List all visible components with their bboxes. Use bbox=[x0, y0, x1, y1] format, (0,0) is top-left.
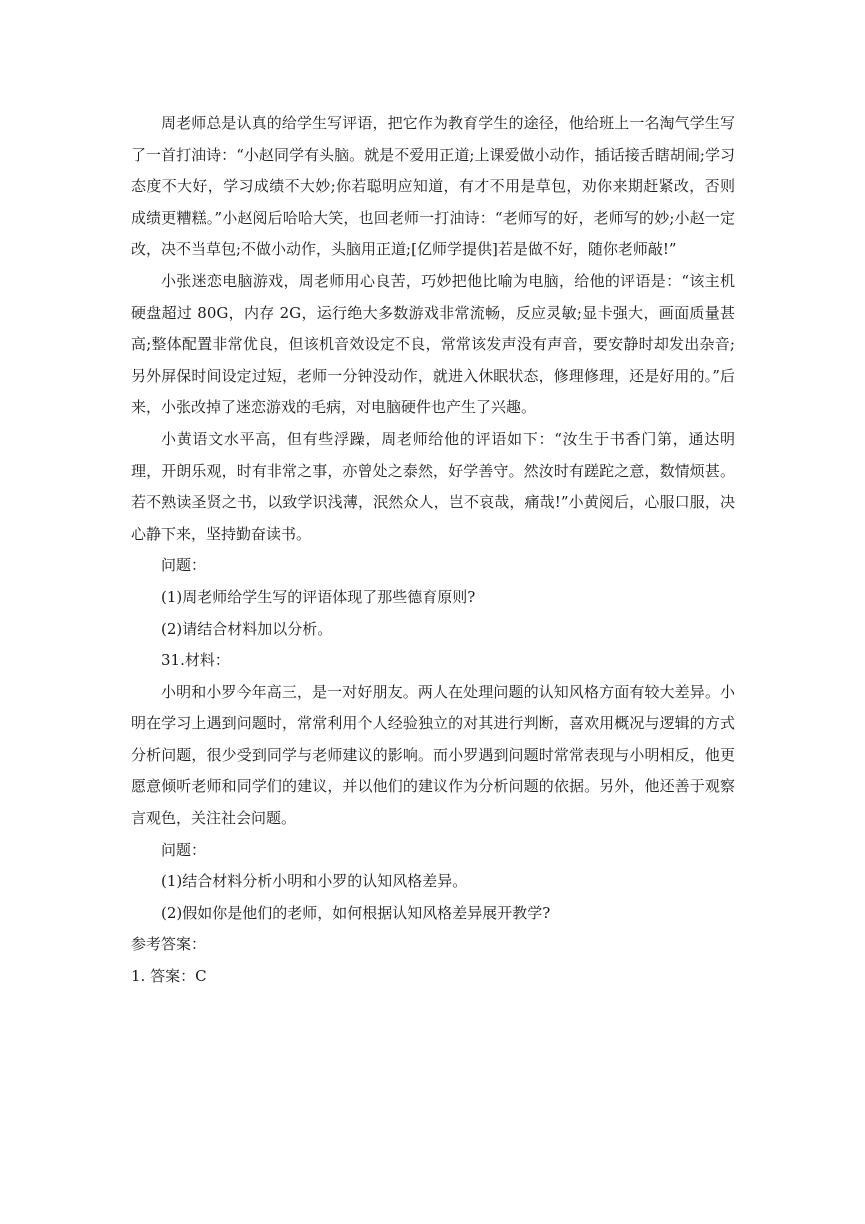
paragraph-teacher-zhou-poem: 周老师总是认真的给学生写评语，把它作为教育学生的途径，他给班上一名淘气学生写了一首打油诗：“小赵同学有头脑。就是不爱用正道;上课爱做小动作，插话接舌瞎胡闹;学习态度不大好，学习成绩不大妙;你若聪明应知道，有才不用是草包，劝你来期赶紧改，否则成绩更糟糕。”小赵阅后哈哈大笑，也回老师一打油诗：“老师写的好，老师写的妙;小赵一定改，决不当草包;不做小动作，头脑用正道;[亿师学提供]若是做不好，随你老师敲!” bbox=[131, 114, 735, 259]
paragraph-xiaohuang-comment: 小黄语文水平高，但有些浮躁，周老师给他的评语如下：“汝生于书香门第，通达明理，开朗乐观，时有非常之事，亦曾处之泰然，好学善守。然汝时有蹉跎之意，数情烦甚。若不熟读圣贤之书，以致学识浅薄，泯然众人，岂不哀哉，痛哉!”小黄阅后，心服口服，决心静下来，坚持勤奋读书。 bbox=[131, 429, 735, 543]
answer-item-1: 1. 答案：C bbox=[131, 967, 207, 986]
question-item-2-1: (1)结合材料分析小明和小罗的认知风格差异。 bbox=[161, 872, 468, 891]
question-item-2-2: (2)假如你是他们的老师，如何根据认知风格差异展开教学? bbox=[161, 903, 551, 922]
document-body bbox=[131, 108, 735, 993]
material-31-heading: 31.材料： bbox=[161, 651, 230, 670]
paragraph-xiaozhang-computer: 小张迷恋电脑游戏，周老师用心良苦，巧妙把他比喻为电脑，给他的评语是：“该主机硬盘超过 80G，内存 2G，运行绝大多数游戏非常流畅，反应灵敏;显卡强大，画面质量甚高;整体配置非常优良，但该机音效设定不良，常常该发声没有声音，要安静时却发出杂音;另外屏保时间设定过短，老师一分钟没动作，就进入休眠状态，修理修理，还是好用的。”后来，小张改掉了迷恋游戏的毛病，对电脑硬件也产生了兴趣。 bbox=[131, 271, 735, 417]
question-item-2: (2)请结合材料加以分析。 bbox=[161, 619, 333, 638]
answer-heading: 参考答案： bbox=[131, 935, 207, 954]
question-heading-2: 问题： bbox=[161, 840, 207, 859]
paragraph-cognitive-style: 小明和小罗今年高三，是一对好朋友。两人在处理问题的认知风格方面有较大差异。小明在学习上遇到问题时，常常利用个人经验独立的对其进行判断，喜欢用概况与逻辑的方式分析问题，很少受到同学与老师建议的影响。而小罗遇到问题时常常表现与小明相反，他更愿意倾听老师和同学们的建议，并以他们的建议作为分析问题的依据。另外，他还善于观察言观色，关注社会问题。 bbox=[131, 682, 735, 828]
question-heading: 问题： bbox=[161, 556, 207, 575]
question-item-1: (1)周老师给学生写的评语体现了那些德育原则? bbox=[161, 587, 476, 606]
